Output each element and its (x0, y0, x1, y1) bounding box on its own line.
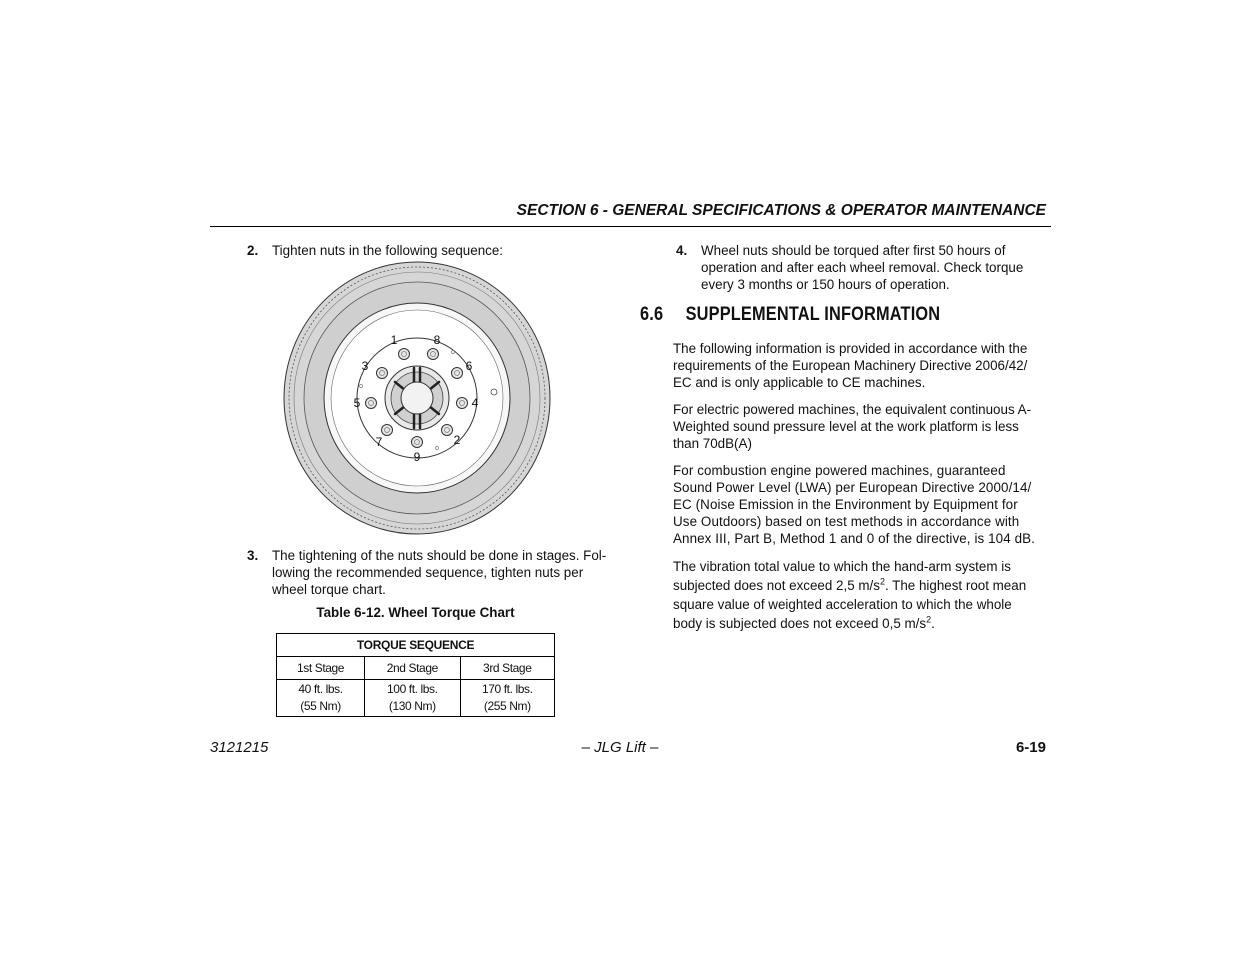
text-line: Use Outdoors) based on test methods in accordance with (673, 514, 1020, 529)
column-header: 2nd Stage (365, 657, 460, 680)
section-number: 6.6 (640, 304, 664, 325)
nut-label: 9 (413, 450, 421, 464)
text-line: than 70dB(A) (673, 436, 752, 451)
text-line: EC (Noise Emission in the Environment by Equipment for (673, 497, 1018, 512)
text-segment: . (931, 616, 935, 631)
step-text: Tighten nuts in the following sequence: (272, 243, 504, 258)
step-text-line: operation and after each wheel removal. Check torque (701, 260, 1024, 275)
column-header: 1st Stage (277, 657, 365, 680)
text-line: Annex III, Part B, Method 1 and 0 of the directive, is 104 dB. (673, 531, 1035, 546)
step-number: 4. (676, 243, 688, 258)
nut-label: 1 (390, 333, 398, 347)
text-segment: . The highest root mean (884, 578, 1027, 593)
text-line: square value of weighted acceleration to which the whole (673, 597, 1012, 612)
text-line: For electric powered machines, the equivalent continuous A- (673, 402, 1032, 417)
table-cell (460, 680, 554, 717)
text-line: EC and is only applicable to CE machines. (673, 375, 926, 390)
torque-nm: (130 Nm) (388, 699, 436, 713)
nut-label: 3 (361, 359, 369, 373)
torque-ftlbs: 170 ft. lbs. (481, 682, 533, 696)
wheel-nut-sequence-figure (276, 258, 558, 538)
nut-label: 5 (353, 396, 361, 410)
text-line: The following information is provided in accordance with the (673, 341, 1028, 356)
nut-label: 2 (453, 433, 461, 447)
section-heading (640, 304, 940, 326)
step-text-line: lowing the recommended sequence, tighten nuts per (272, 565, 584, 580)
paragraph-electric (673, 401, 1053, 452)
table-header: TORQUE SEQUENCE (277, 634, 555, 657)
document-number: 3121215 (210, 739, 269, 756)
torque-ftlbs: 100 ft. lbs. (387, 682, 438, 696)
header-rule (210, 226, 1051, 227)
torque-nm: (255 Nm) (483, 699, 531, 713)
nut-label: 4 (471, 396, 479, 410)
footer-brand: – JLG Lift – (581, 739, 659, 756)
paragraph-ce-info (673, 340, 1053, 391)
text-line: Weighted sound pressure level at the work platform is less (673, 419, 1019, 434)
step-text-line: every 3 months or 150 hours of operation. (701, 277, 950, 292)
text-line: Sound Power Level (LWA) per European Directive 2000/14/ (673, 480, 1032, 495)
page-number: 6-19 (1015, 739, 1046, 756)
text-segment: subjected does not exceed 2,5 m/s (673, 578, 880, 593)
superscript: 2 (926, 614, 932, 625)
superscript: 2 (879, 576, 885, 587)
text-line: requirements of the European Machinery Directive 2006/42/ (673, 358, 1028, 373)
section-title: SUPPLEMENTAL INFORMATION (685, 304, 941, 325)
wheel-torque-table (276, 633, 555, 717)
step-4 (676, 242, 1066, 294)
section-header: SECTION 6 - GENERAL SPECIFICATIONS & OPERATOR MAINTENANCE (516, 202, 1046, 219)
step-number: 2. (247, 243, 259, 258)
nut-label: 8 (433, 333, 441, 347)
text-line: For combustion engine powered machines, guaranteed (673, 463, 1006, 478)
step-3 (247, 547, 637, 599)
paragraph-vibration (673, 557, 1053, 633)
step-number: 3. (247, 548, 259, 563)
table-cell (277, 680, 365, 717)
nut-label: 7 (375, 435, 383, 449)
text-segment: body is subjected does not exceed 0,5 m/s (673, 616, 927, 631)
text-line (673, 614, 1053, 633)
torque-ftlbs: 40 ft. lbs. (298, 682, 343, 696)
step-text-line: The tightening of the nuts should be done in stages. Fol- (272, 548, 607, 563)
column-header: 3rd Stage (460, 657, 554, 680)
table-caption: Table 6-12. Wheel Torque Chart (316, 605, 515, 620)
paragraph-combustion (673, 462, 1053, 547)
text-line: The vibration total value to which the hand-arm system is (673, 559, 1011, 574)
text-line (673, 576, 1053, 595)
step-text-line: Wheel nuts should be torqued after first 50 hours of (701, 243, 1006, 258)
torque-nm: (55 Nm) (300, 699, 341, 713)
table-cell (365, 680, 460, 717)
step-text-line: wheel torque chart. (272, 582, 386, 597)
nut-label: 6 (465, 359, 473, 373)
